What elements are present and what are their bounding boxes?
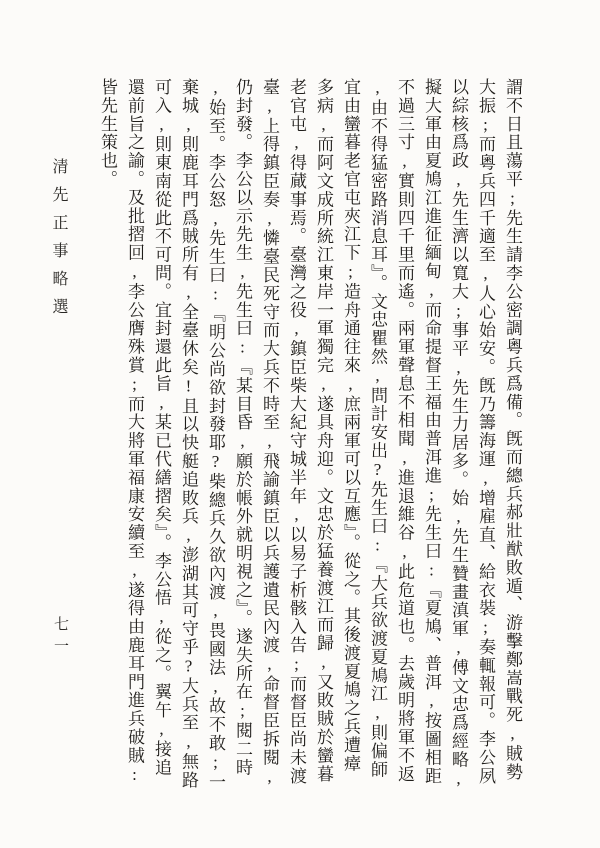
text-column: 還前旨之諭。及批摺回,李公膺殊賞;而大將軍福康安續至,遂得由鹿耳門進兵破賊: bbox=[125, 78, 144, 786]
text-column: 不過三寸,實則四千里而遙。兩軍聲息不相聞,進退維谷,此危道也。去歲明將軍不返 bbox=[395, 78, 414, 784]
text-column: 以綜核爲政,先生濟以寬大;事平,先生力居多。始,先生贊畫滇軍,傅文忠爲經略, bbox=[449, 78, 468, 790]
text-column: 皆先生策也。 bbox=[98, 78, 117, 189]
text-column: 宜由蠻暮老官屯夾江下;造舟通往來,庶兩軍可以互應』。從之。其後渡夏鳩之兵遭瘴 bbox=[341, 78, 360, 773]
text-column: 謂不日且蕩平;先生請李公密調粵兵爲備。旣而總兵郝壯猷敗遁、游擊鄭嵩戰死,賊勢 bbox=[503, 78, 522, 782]
text-column: 多病,而阿文成所統江東岸一軍獨完,遂具舟迎。文忠於猛養渡江而歸,又敗賊於蠻暮 bbox=[314, 78, 333, 784]
text-column: 可入,則東南從此不可問。宜封還此旨,某已代繕摺矣』。李公悟,從之。翼午,接追 bbox=[152, 78, 171, 777]
text-column: 擬大軍由夏鳩江進征緬甸,而命提督王福由普洱進;先生曰:『夏鳩、普洱,按圖相距 bbox=[422, 78, 441, 786]
text-column: 老官屯,得蕆事焉。臺灣之役,鎮臣柴大紀守城半年,以易子析骸入告;而督臣尚未渡 bbox=[287, 78, 306, 786]
text-column: 仍封發。李公以示先生,先生曰:『某目昏,願於帳外就明視之』。遂失所在;閱二時 bbox=[233, 78, 252, 777]
running-title: 清先正事略選 bbox=[50, 158, 67, 326]
text-column: 大振;而粵兵四千適至,人心始安。旣乃籌海運,增雇直、給衣裝;奏輒報可。李公夙 bbox=[476, 78, 495, 786]
text-block bbox=[94, 78, 526, 794]
text-column: ,始至。李公怒,先生曰:『明公尚欲封發耶?柴總兵久欲內渡,畏國法,故不敢;一 bbox=[206, 78, 225, 792]
text-column: 棄城,則鹿耳門爲賊所有,全臺休矣!且以快艇追敗兵,澎湖其可守乎?大兵至,無路 bbox=[179, 78, 198, 790]
text-column: 臺,上得鎮臣奏,憐臺民死守而大兵不時至,飛諭鎮臣以兵護遺民內渡,命督臣拆閱, bbox=[260, 78, 279, 788]
page-number: 七一 bbox=[52, 616, 68, 660]
text-column: ,由不得猛密路消息耳』。文忠瞿然,問計安出?先生曰:『大兵欲渡夏鳩江,則偏師 bbox=[368, 78, 387, 779]
